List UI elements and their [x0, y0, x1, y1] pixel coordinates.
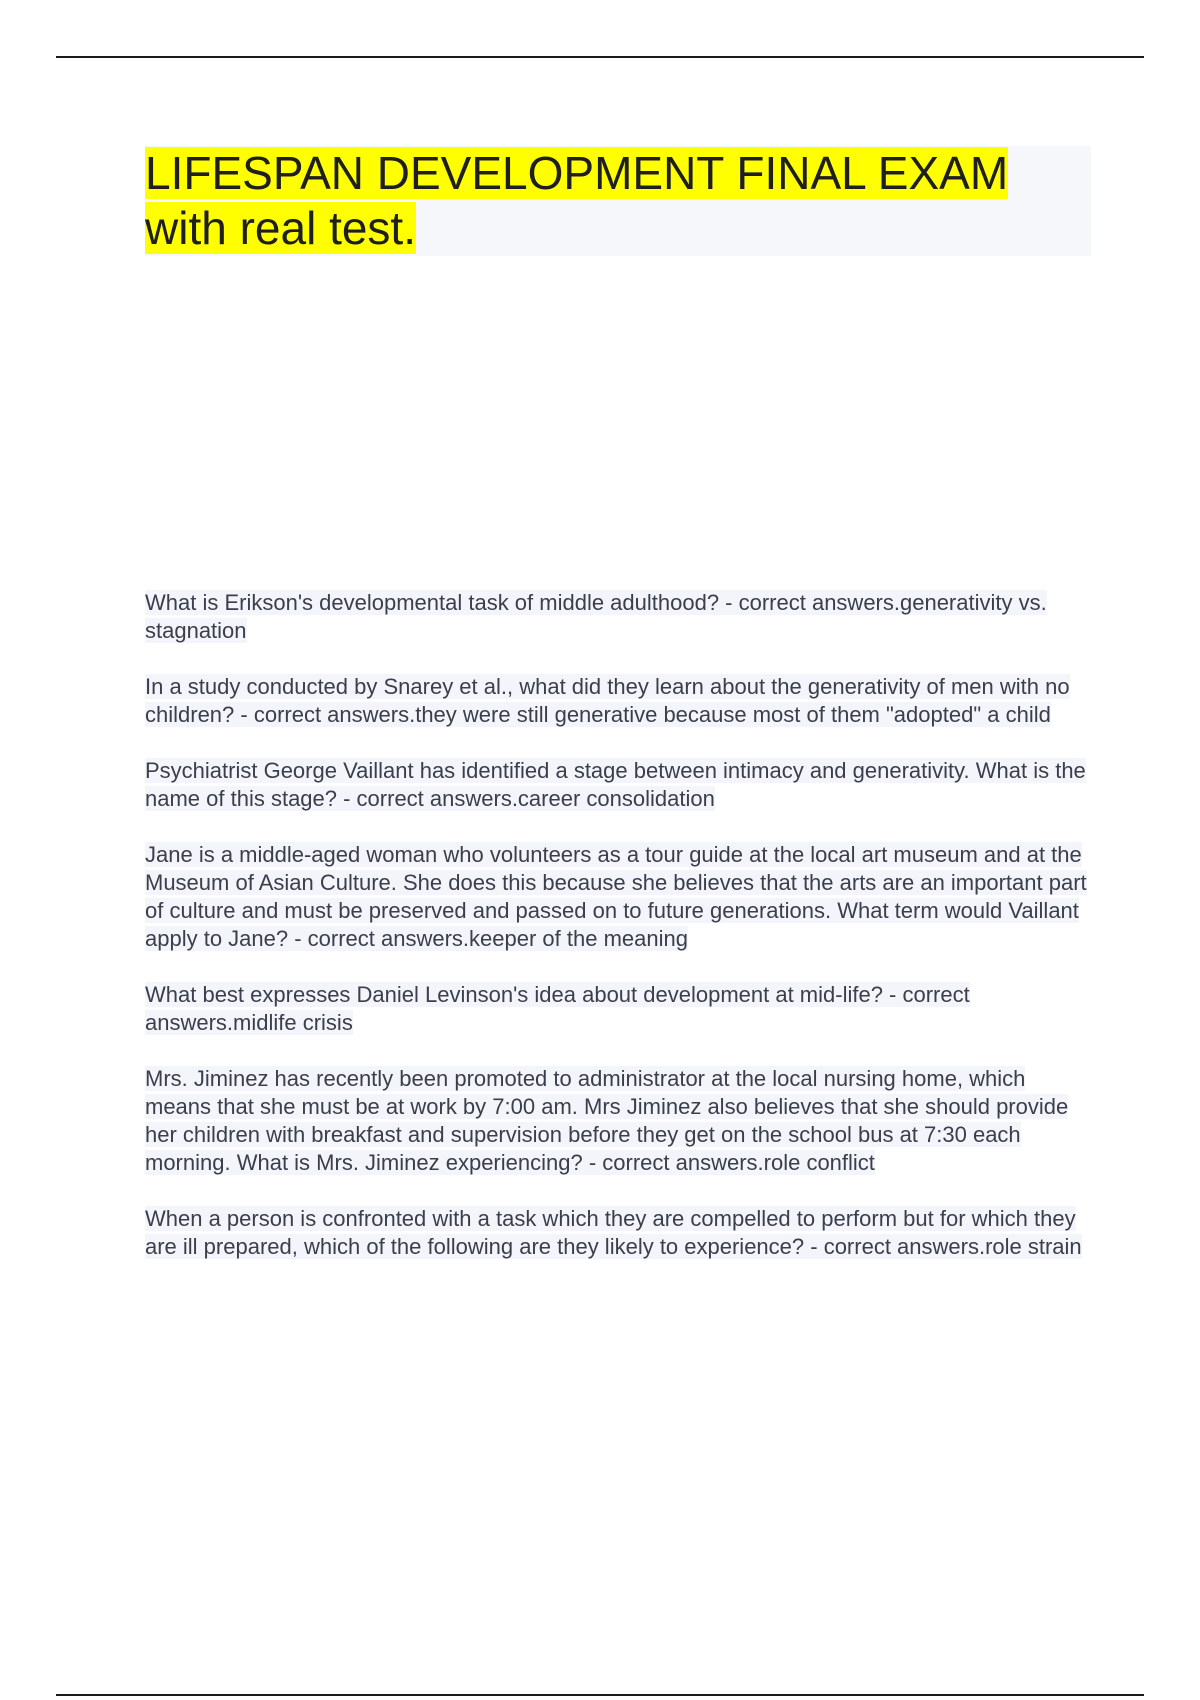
qa-item — [145, 1205, 1091, 1261]
qa-item — [145, 589, 1091, 645]
bottom-rule — [56, 1694, 1144, 1696]
qa-item — [145, 1065, 1091, 1177]
qa-list — [145, 589, 1091, 1289]
qa-item — [145, 841, 1091, 953]
qa-text: Jane is a middle-aged woman who volunteers as a tour guide at the local art museum and at the Museum of Asian Culture. She does this because she believes that the arts are an important part of culture and must be preserved and passed on to future generations. What term would Vaillant apply to Jane? - correct answers.keeper of the meaning — [145, 842, 1087, 951]
qa-text: What best expresses Daniel Levinson's idea about development at mid-life? - correct answers.midlife crisis — [145, 982, 970, 1035]
top-rule — [56, 56, 1144, 58]
qa-item — [145, 673, 1091, 729]
qa-item — [145, 981, 1091, 1037]
qa-item — [145, 757, 1091, 813]
qa-text: Psychiatrist George Vaillant has identified a stage between intimacy and generativity. What is the name of this stage? - correct answers.career consolidation — [145, 758, 1086, 811]
qa-text: Mrs. Jiminez has recently been promoted to administrator at the local nursing home, which means that she must be at work by 7:00 am. Mrs Jiminez also believes that she should provide her children with breakfast and supervision before they get on the school bus at 7:30 each morning. What is Mrs. Jiminez experiencing? - correct answers.role conflict — [145, 1066, 1069, 1175]
qa-text: When a person is confronted with a task which they are compelled to perform but for which they are ill prepared, which of the following are they likely to experience? - correct answers.role strain — [145, 1206, 1082, 1259]
title-block — [145, 146, 1091, 256]
qa-text: In a study conducted by Snarey et al., what did they learn about the generativity of men with no children? - correct answers.they were still generative because most of them "adopted" a child — [145, 674, 1070, 727]
title-highlight: LIFESPAN DEVELOPMENT FINAL EXAM with real test. — [145, 147, 1009, 254]
qa-text: What is Erikson's developmental task of middle adulthood? - correct answers.generativity vs. stagnation — [145, 590, 1047, 643]
document-title — [145, 146, 1091, 256]
